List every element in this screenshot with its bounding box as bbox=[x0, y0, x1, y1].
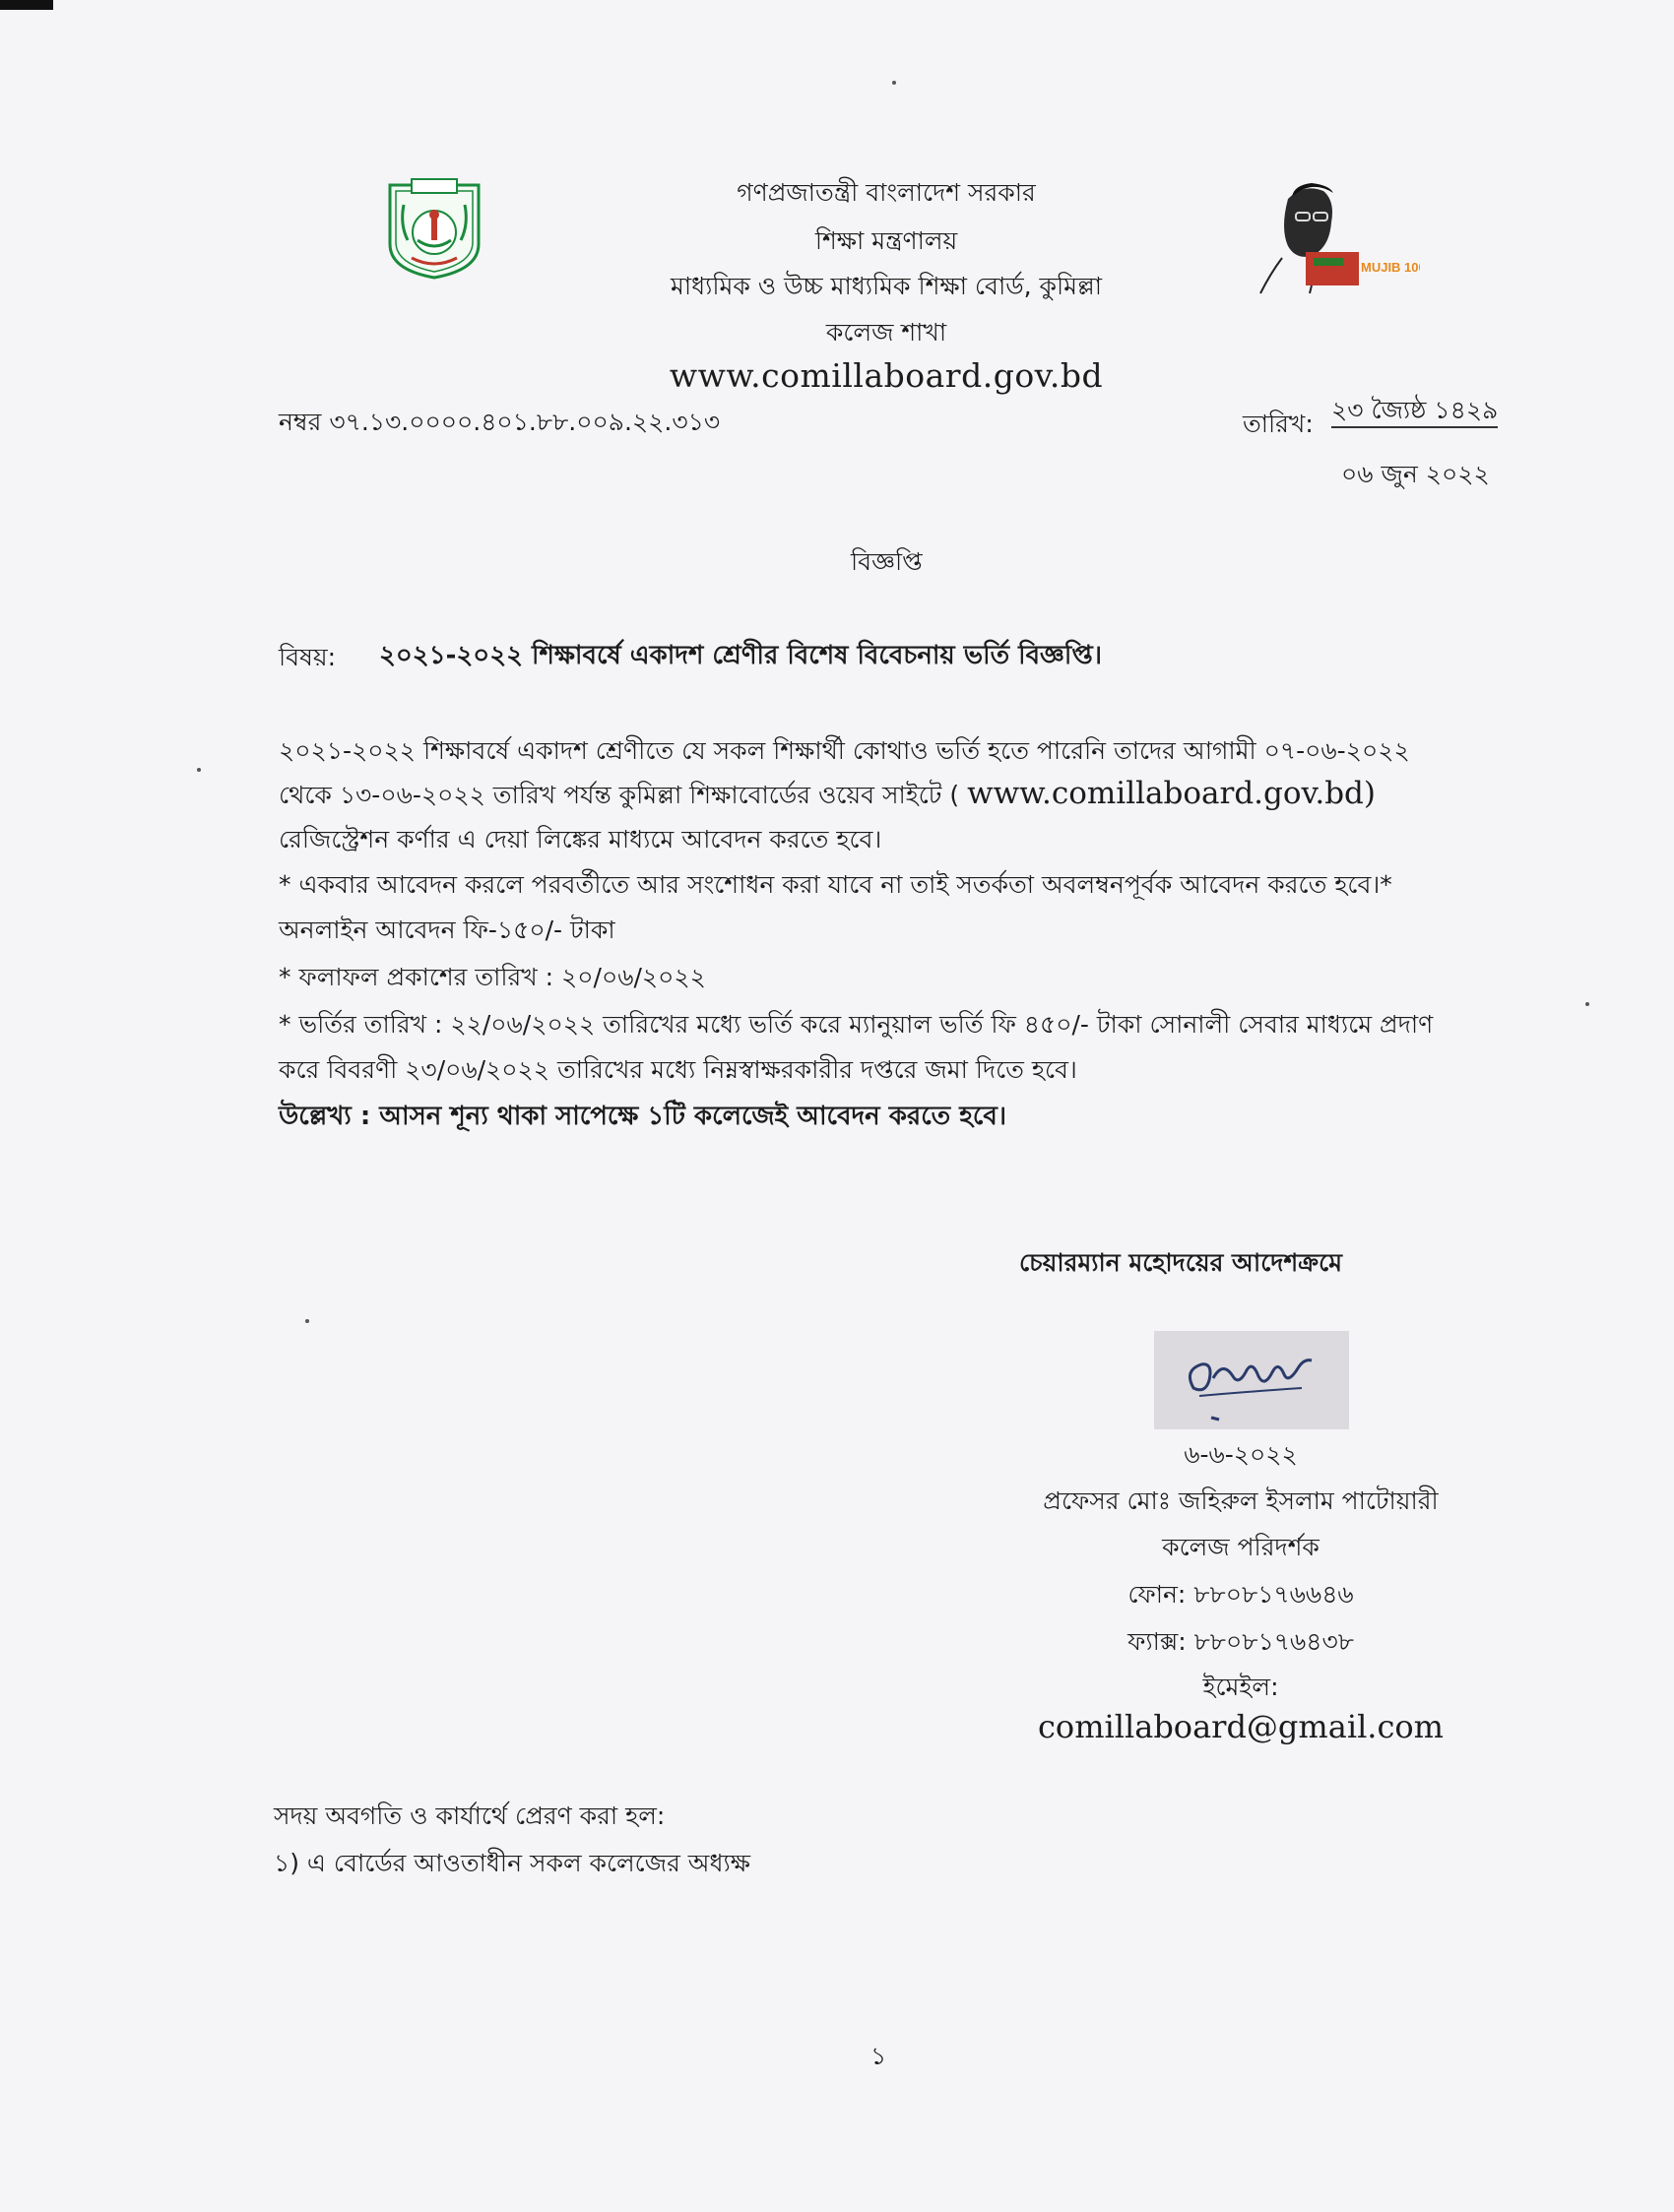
subject-label: বিষয়: bbox=[279, 643, 337, 671]
date-label: তারিখ: bbox=[1243, 410, 1314, 438]
body-line-4: * একবার আবেদন করলে পরবর্তীতে আর সংশোধন করা যাবে না তাই সতর্কতা অবলম্বনপূর্বক আবেদন করতে হবে।* bbox=[279, 870, 1392, 899]
signature-date: ৬-৬-২০২২ bbox=[1184, 1440, 1298, 1469]
signatory-name: প্রফেসর মোঃ জহিরুল ইসলাম পাটোয়ারী bbox=[1043, 1486, 1439, 1515]
body-line-5: অনলাইন আবেদন ফি-১৫০/- টাকা bbox=[279, 916, 615, 944]
scan-corner-mark bbox=[0, 0, 53, 10]
page-number: ১ bbox=[870, 2042, 887, 2070]
ministry-name: শিক্ষা মন্ত্রণালয় bbox=[814, 226, 958, 255]
subject-text: ২০২১-২০২২ শিক্ষাবর্ষে একাদশ শ্রেণীর বিশেষ বিবেচনায় ভর্তি বিজ্ঞপ্তি। bbox=[379, 641, 1103, 670]
govt-name: গণপ্রজাতন্ত্রী বাংলাদেশ সরকার bbox=[737, 178, 1036, 207]
body-line-6: * ফলাফল প্রকাশের তারিখ : ২০/০৬/২০২২ bbox=[279, 963, 706, 991]
body-line-2 bbox=[279, 778, 1376, 811]
date-bangla: ২৩ জ্যৈষ্ঠ ১৪২৯ bbox=[1331, 394, 1498, 426]
memo-number: নম্বর ৩৭.১৩.০০০০.৪০১.৮৮.০০৯.২২.৩১৩ bbox=[279, 408, 721, 436]
body-line-8: করে বিবরণী ২৩/০৬/২০২২ তারিখের মধ্যে নিম্নস্বাক্ষরকারীর দপ্তরে জমা দিতে হবে। bbox=[279, 1055, 1077, 1084]
mujib-logo-text: MUJIB 100 bbox=[1361, 260, 1420, 275]
body-note: উল্লেখ্য : আসন শূন্য থাকা সাপেক্ষে ১টি কলেজেই আবেদন করতে হবে। bbox=[279, 1102, 1007, 1131]
by-order-text: চেয়ারম্যান মহোদয়ের আদেশক্রমে bbox=[1019, 1248, 1343, 1277]
scan-speck bbox=[197, 768, 201, 772]
body-website-link[interactable]: www.comillaboard.gov.bd) bbox=[967, 776, 1376, 811]
body-line-2-text: থেকে ১৩-০৬-২০২২ তারিখ পর্যন্ত কুমিল্লা শিক্ষাবোর্ডের ওয়েব সাইটে ( bbox=[279, 781, 960, 809]
scan-speck bbox=[305, 1319, 309, 1323]
distribution-heading: সদয় অবগতি ও কার্যার্থে প্রেরণ করা হল: bbox=[274, 1801, 666, 1830]
signatory-designation: কলেজ পরিদর্শক bbox=[1162, 1533, 1320, 1561]
section-name: কলেজ শাখা bbox=[825, 318, 947, 347]
phone-number: ফোন: ৮৮০৮১৭৬৬৪৬ bbox=[1127, 1580, 1354, 1609]
email-label: ইমেইল: bbox=[1202, 1673, 1279, 1701]
body-line-3: রেজিস্ট্রেশন কর্ণার এ দেয়া লিঙ্কের মাধ্যমে আবেদন করতে হবে। bbox=[279, 825, 882, 853]
fax-number: ফ্যাক্স: ৮৮০৮১৭৬৪৩৮ bbox=[1127, 1627, 1354, 1656]
mujib-100-logo-icon bbox=[1253, 179, 1420, 299]
date-english: ০৬ জুন ২০২২ bbox=[1341, 460, 1490, 488]
scan-speck bbox=[892, 81, 896, 85]
board-name: মাধ্যমিক ও উচ্চ মাধ্যমিক শিক্ষা বোর্ড, কুমিল্লা bbox=[670, 272, 1103, 300]
board-emblem-icon bbox=[382, 175, 486, 282]
signature-image bbox=[1154, 1331, 1349, 1429]
scan-speck bbox=[1585, 1002, 1589, 1006]
distribution-item-1: ১) এ বোর্ডের আওতাধীন সকল কলেজের অধ্যক্ষ bbox=[274, 1849, 750, 1877]
body-line-7: * ভর্তির তারিখ : ২২/০৬/২০২২ তারিখের মধ্যে ভর্তি করে ম্যানুয়াল ভর্তি ফি ৪৫০/- টাকা সোনালী সেবার মাধ্যমে প্রদাণ bbox=[279, 1010, 1434, 1039]
body-line-1: ২০২১-২০২২ শিক্ষাবর্ষে একাদশ শ্রেণীতে যে সকল শিক্ষার্থী কোথাও ভর্তি হতে পারেনি তাদের আগামী ০৭-০৬-২০২২ bbox=[279, 736, 1410, 765]
email-address[interactable]: comillaboard@gmail.com bbox=[1038, 1708, 1444, 1745]
notice-title: বিজ্ঞপ্তি bbox=[851, 547, 923, 576]
website-link[interactable]: www.comillaboard.gov.bd bbox=[669, 356, 1104, 395]
